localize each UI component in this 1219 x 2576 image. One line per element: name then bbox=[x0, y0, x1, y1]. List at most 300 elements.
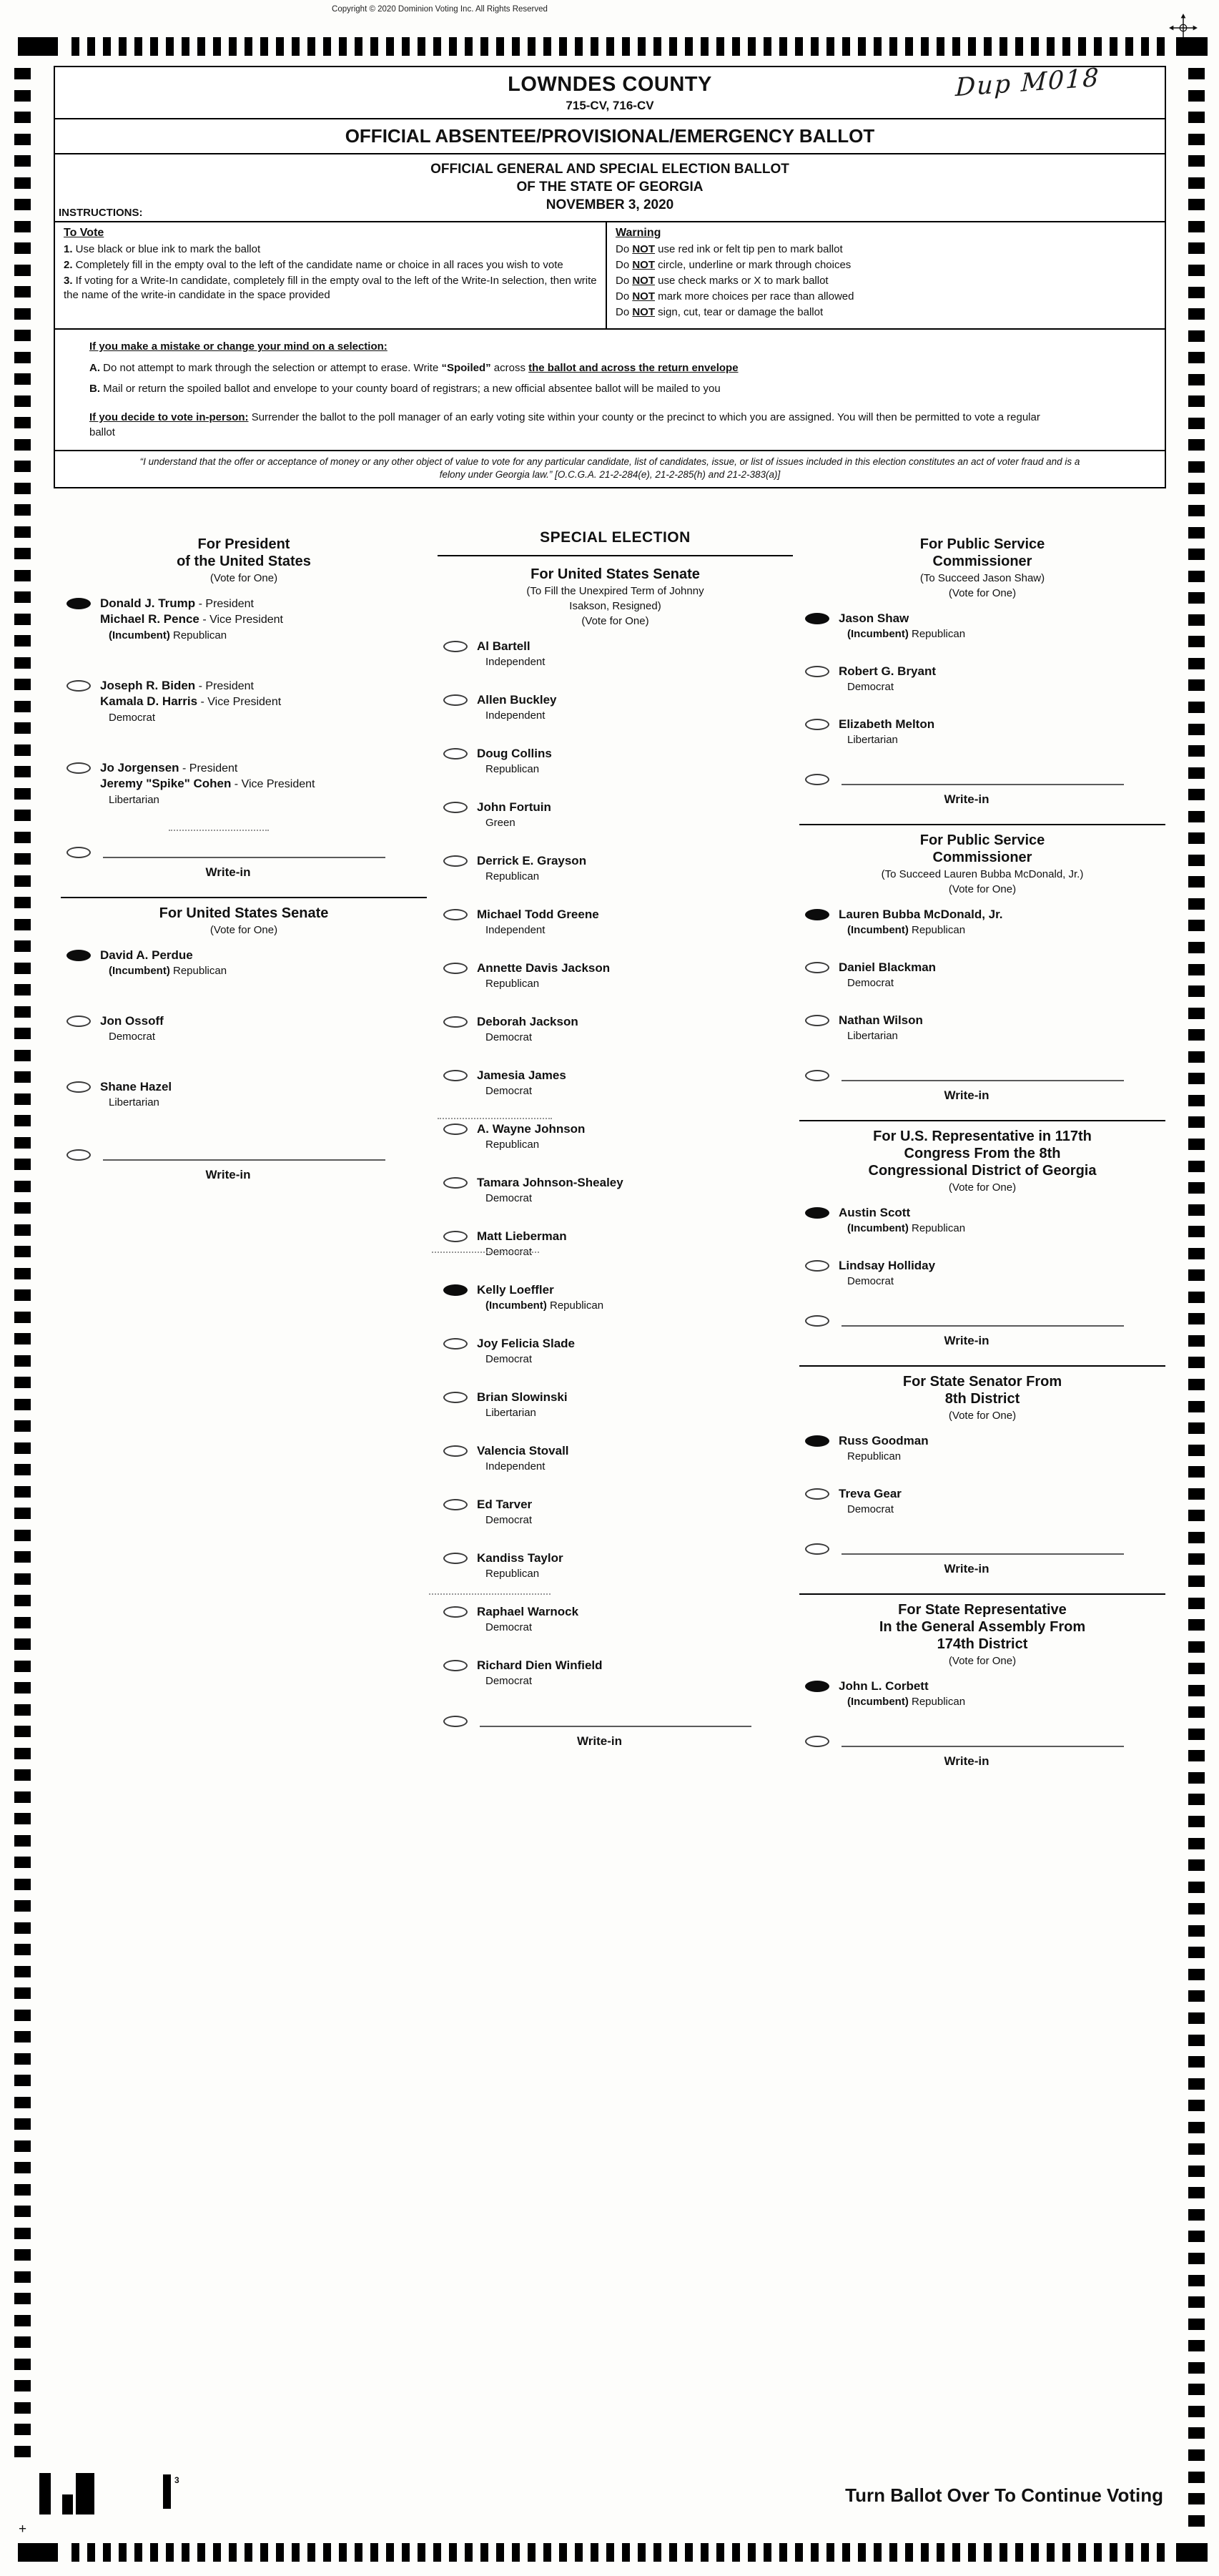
write-in-row bbox=[799, 1731, 1165, 1747]
candidate-text bbox=[839, 664, 1165, 694]
candidate-name: Donald J. Trump - President bbox=[100, 596, 254, 610]
candidate-text bbox=[477, 1443, 793, 1473]
vote-for-label: (Vote for One) bbox=[948, 1410, 1017, 1422]
candidate-entry bbox=[438, 1175, 793, 1205]
candidate-party: Independent bbox=[485, 1460, 546, 1473]
contest-title: For State Senator From bbox=[902, 1374, 1062, 1390]
vote-for-label: (Vote for One) bbox=[209, 572, 278, 584]
candidate-text bbox=[477, 1229, 793, 1259]
to-vote-instruction: 3. If voting for a Write-In candidate, completely fill in the empty oval to the left of the Write-In selection, then write the name of the write-in candidate in the space provided bbox=[64, 275, 597, 301]
candidate-entry bbox=[799, 1258, 1165, 1288]
candidate-party: Democrat bbox=[847, 1503, 894, 1515]
candidate-name: Lindsay Holliday bbox=[839, 1259, 936, 1272]
candidate-party: Democrat bbox=[485, 1192, 533, 1204]
candidate-party: Independent bbox=[485, 709, 546, 722]
write-in-entry bbox=[61, 1145, 427, 1182]
candidate-text bbox=[100, 596, 427, 642]
selection-oval bbox=[443, 909, 468, 920]
candidate-party: Libertarian bbox=[847, 1030, 898, 1042]
candidate-entry bbox=[799, 1433, 1165, 1463]
candidate-entry bbox=[438, 1068, 793, 1098]
vote-for-label: (Vote for One) bbox=[948, 1181, 1017, 1194]
selection-oval bbox=[805, 666, 829, 677]
to-vote-section bbox=[55, 222, 607, 328]
barcode-bar bbox=[62, 2494, 73, 2514]
candidate-entry bbox=[799, 611, 1165, 641]
ballot-codes: 715-CV, 716-CV bbox=[566, 99, 654, 112]
contest-title: For United States Senate bbox=[159, 905, 329, 921]
candidate-name: Valencia Stovall bbox=[477, 1444, 569, 1457]
contest-title: 174th District bbox=[937, 1636, 1028, 1652]
write-in-label: Write-in bbox=[577, 1734, 622, 1748]
candidate-party: Libertarian bbox=[109, 1096, 159, 1108]
candidate-entry bbox=[61, 948, 427, 978]
write-in-row bbox=[799, 770, 1165, 785]
election-date: NOVEMBER 3, 2020 bbox=[546, 197, 674, 212]
candidate-party: Democrat bbox=[485, 1031, 533, 1043]
candidate-text bbox=[839, 611, 1165, 641]
selection-oval bbox=[443, 748, 468, 759]
contest-subtitle: (To Fill the Unexpired Term of Johnny bbox=[526, 585, 704, 597]
write-in-entry bbox=[799, 1731, 1165, 1769]
write-in-label: Write-in bbox=[205, 1168, 251, 1181]
candidate-name: Kandiss Taylor bbox=[477, 1551, 563, 1565]
candidate-party: Democrat bbox=[485, 1353, 533, 1365]
contest-title: Commissioner bbox=[932, 554, 1032, 569]
candidate-party: Libertarian bbox=[109, 794, 159, 806]
write-in-row bbox=[61, 1145, 427, 1161]
candidate-text bbox=[477, 1175, 793, 1205]
candidate-name: Joseph R. Biden - President bbox=[100, 679, 254, 692]
ballot-type-title: OFFICIAL ABSENTEE/PROVISIONAL/EMERGENCY BALLOT bbox=[55, 119, 1165, 154]
candidate-name: Lauren Bubba McDonald, Jr. bbox=[839, 908, 1003, 921]
candidate-text bbox=[477, 1068, 793, 1098]
fine-print: “I understand that the offer or acceptance of money or any other object of value to vote for any particular candidate, list of candidates, issue, or list of issues included in this election constitutes an act of voter fraud and is a felony under Georgia law.” [O.C.G.A. 21-2-284(e), 21-2-285(h) and 21-2-383(a)] bbox=[55, 450, 1165, 487]
stub-number: 3 bbox=[174, 2475, 179, 2485]
warning-list bbox=[616, 242, 1156, 320]
candidate-party: Democrat bbox=[485, 1621, 533, 1633]
candidate-entry bbox=[438, 1604, 793, 1634]
selection-oval bbox=[443, 1338, 468, 1350]
timing-marks-bottom bbox=[0, 2543, 1219, 2562]
candidate-entry bbox=[799, 1013, 1165, 1043]
candidate-party: Democrat bbox=[485, 1085, 533, 1097]
candidate-entry bbox=[799, 664, 1165, 694]
candidate-party: (Incumbent) Republican bbox=[847, 1696, 966, 1708]
selection-oval bbox=[66, 847, 91, 858]
candidate-party: Green bbox=[485, 817, 515, 829]
candidate-party: Republican bbox=[485, 1568, 540, 1580]
selection-oval bbox=[443, 1177, 468, 1189]
contest-section bbox=[799, 1120, 1165, 1348]
write-in-line bbox=[480, 1711, 751, 1727]
candidate-party: Democrat bbox=[485, 1514, 533, 1526]
write-in-line bbox=[842, 1311, 1124, 1327]
election-title-line2: OF THE STATE OF GEORGIA bbox=[516, 180, 704, 195]
write-in-line bbox=[842, 1539, 1124, 1555]
contest-title: of the United States bbox=[177, 554, 311, 569]
candidate-name: Daniel Blackman bbox=[839, 960, 937, 974]
candidate-text bbox=[477, 1336, 793, 1366]
write-in-row bbox=[799, 1311, 1165, 1327]
candidate-entry bbox=[61, 596, 427, 642]
selection-oval bbox=[66, 762, 91, 774]
candidate-party: Libertarian bbox=[847, 734, 898, 746]
candidate-entry bbox=[799, 907, 1165, 937]
candidate-name: David A. Perdue bbox=[100, 948, 193, 962]
candidate-party: (Incumbent) Republican bbox=[847, 1222, 966, 1234]
county-header bbox=[55, 63, 1165, 119]
candidate-entry bbox=[438, 746, 793, 776]
candidate-text bbox=[100, 678, 427, 724]
vote-for-label: (Vote for One) bbox=[948, 883, 1017, 895]
candidate-party: Republican bbox=[847, 1450, 902, 1462]
candidate-text bbox=[477, 1282, 793, 1312]
candidate-name: Kamala D. Harris - Vice President bbox=[100, 694, 282, 708]
registration-crosshair-icon bbox=[1168, 13, 1198, 43]
to-vote-instruction: 1. Use black or blue ink to mark the ballot bbox=[64, 243, 261, 255]
ballot-header bbox=[54, 63, 1166, 222]
selection-oval bbox=[805, 1070, 829, 1081]
candidate-party: Independent bbox=[485, 656, 546, 668]
mistake-lead: If you make a mistake or change your mind on a selection: bbox=[89, 340, 388, 353]
candidate-entry bbox=[438, 639, 793, 669]
selection-oval-filled bbox=[66, 950, 91, 961]
vote-for-label: (Vote for One) bbox=[209, 924, 278, 936]
candidate-party: (Incumbent) Republican bbox=[847, 628, 966, 640]
selection-oval bbox=[805, 1736, 829, 1747]
barcode-bar bbox=[163, 2474, 171, 2509]
candidate-text bbox=[477, 1550, 793, 1580]
candidate-party: Democrat bbox=[847, 977, 894, 989]
write-in-entry bbox=[438, 1711, 793, 1749]
selection-oval bbox=[66, 1081, 91, 1093]
candidate-party: Democrat bbox=[485, 1246, 533, 1258]
instructions-row bbox=[55, 222, 1165, 330]
ballot-column-2 bbox=[438, 529, 793, 1766]
candidate-name: Tamara Johnson-Shealey bbox=[477, 1176, 623, 1189]
candidate-entry bbox=[61, 1079, 427, 1109]
candidate-entry bbox=[438, 1229, 793, 1259]
contest-title: For State Representative bbox=[898, 1602, 1067, 1618]
write-in-entry bbox=[799, 1311, 1165, 1348]
candidate-party: Democrat bbox=[847, 681, 894, 693]
contest-section bbox=[61, 897, 427, 1182]
candidate-text bbox=[839, 1013, 1165, 1043]
candidate-text bbox=[477, 1014, 793, 1044]
candidate-party: Democrat bbox=[109, 712, 156, 724]
warning-instruction: Do NOT mark more choices per race than allowed bbox=[616, 290, 854, 303]
to-vote-heading: To Vote bbox=[64, 227, 104, 239]
candidate-entry bbox=[438, 1014, 793, 1044]
warning-instruction: Do NOT use check marks or X to mark ballot bbox=[616, 275, 829, 287]
election-title-line1: OFFICIAL GENERAL AND SPECIAL ELECTION BALLOT bbox=[430, 162, 789, 177]
candidate-name: Michael R. Pence - Vice President bbox=[100, 612, 283, 626]
selection-oval bbox=[443, 963, 468, 974]
selection-oval-filled bbox=[805, 1435, 829, 1447]
vote-for-label: (Vote for One) bbox=[948, 587, 1017, 599]
candidate-text bbox=[477, 1604, 793, 1634]
scan-artifact bbox=[169, 830, 269, 831]
candidate-entry bbox=[799, 1486, 1165, 1516]
candidate-entry bbox=[438, 1497, 793, 1527]
selection-oval bbox=[805, 1260, 829, 1272]
contest-section bbox=[61, 529, 427, 880]
candidate-text bbox=[839, 907, 1165, 937]
write-in-entry bbox=[799, 1066, 1165, 1103]
scan-artifact bbox=[432, 1252, 539, 1253]
candidate-name: Allen Buckley bbox=[477, 693, 557, 707]
candidate-text bbox=[477, 853, 793, 883]
write-in-row bbox=[61, 842, 427, 858]
selection-oval bbox=[805, 1543, 829, 1555]
candidate-party: Democrat bbox=[109, 1031, 156, 1043]
candidate-name: Joy Felicia Slade bbox=[477, 1337, 576, 1350]
selection-oval bbox=[805, 962, 829, 973]
contest-subtitle: (To Succeed Lauren Bubba McDonald, Jr.) bbox=[881, 868, 1084, 880]
candidate-name: Al Bartell bbox=[477, 639, 530, 653]
turn-ballot-over-text: Turn Ballot Over To Continue Voting bbox=[845, 2484, 1163, 2506]
candidate-name: Derrick E. Grayson bbox=[477, 854, 587, 867]
contest-title: For United States Senate bbox=[530, 566, 700, 582]
ballot-column-3 bbox=[799, 529, 1165, 1786]
scan-artifact bbox=[438, 1118, 552, 1119]
candidate-party: Republican bbox=[485, 1139, 540, 1151]
write-in-row bbox=[799, 1066, 1165, 1081]
candidate-entry bbox=[799, 960, 1165, 990]
candidate-text bbox=[100, 1013, 427, 1043]
candidate-entry bbox=[438, 1390, 793, 1420]
corner-plus-mark: + bbox=[19, 2522, 27, 2537]
warning-section bbox=[607, 222, 1165, 328]
candidate-name: Richard Dien Winfield bbox=[477, 1658, 603, 1672]
in-person-section: If you decide to vote in-person: Surrender the ballot to the poll manager of an early voting site within your county or the precinct to which you are assigned. You will then be permitted to vote a regular ballot bbox=[89, 411, 1040, 438]
candidate-party: (Incumbent) Republican bbox=[485, 1299, 604, 1312]
selection-oval bbox=[443, 1124, 468, 1135]
write-in-entry bbox=[799, 1539, 1165, 1576]
write-in-line bbox=[103, 842, 385, 858]
contest-section bbox=[799, 1593, 1165, 1769]
selection-oval bbox=[66, 1149, 91, 1161]
candidate-name: Raphael Warnock bbox=[477, 1605, 579, 1618]
candidate-text bbox=[477, 907, 793, 937]
selection-oval bbox=[66, 1016, 91, 1027]
selection-oval bbox=[443, 855, 468, 867]
barcode-bar bbox=[39, 2473, 51, 2514]
candidate-text bbox=[477, 800, 793, 830]
candidate-name: Annette Davis Jackson bbox=[477, 961, 611, 975]
selection-oval bbox=[443, 1445, 468, 1457]
selection-oval-filled bbox=[805, 613, 829, 624]
write-in-line bbox=[103, 1145, 385, 1161]
selection-oval bbox=[443, 1231, 468, 1242]
candidate-name: Brian Slowinski bbox=[477, 1390, 568, 1404]
candidate-text bbox=[100, 948, 427, 978]
candidate-text bbox=[477, 960, 793, 990]
contest-section bbox=[438, 559, 793, 1749]
candidate-party: Democrat bbox=[847, 1275, 894, 1287]
candidate-entry bbox=[438, 800, 793, 830]
candidate-name: Deborah Jackson bbox=[477, 1015, 578, 1028]
candidate-name: Doug Collins bbox=[477, 747, 552, 760]
candidate-name: Russ Goodman bbox=[839, 1434, 929, 1447]
candidate-name: Jeremy "Spike" Cohen - Vice President bbox=[100, 777, 315, 790]
selection-oval bbox=[443, 802, 468, 813]
candidate-party: Republican bbox=[485, 978, 540, 990]
selection-oval-filled bbox=[805, 909, 829, 920]
candidate-name: Jo Jorgensen - President bbox=[100, 761, 238, 775]
selection-oval bbox=[443, 1499, 468, 1510]
candidate-entry bbox=[438, 1121, 793, 1151]
candidate-name: Jon Ossoff bbox=[100, 1014, 164, 1028]
write-in-entry bbox=[61, 842, 427, 880]
candidate-text bbox=[839, 1258, 1165, 1288]
contest-title: Commissioner bbox=[932, 850, 1032, 865]
write-in-label: Write-in bbox=[944, 1562, 989, 1575]
selection-oval bbox=[443, 1553, 468, 1564]
candidate-entry bbox=[438, 1443, 793, 1473]
candidate-entry bbox=[61, 1013, 427, 1043]
election-title bbox=[55, 154, 1165, 221]
candidate-text bbox=[839, 1486, 1165, 1516]
contest-title: For President bbox=[197, 536, 290, 552]
candidate-text bbox=[477, 746, 793, 776]
county-name: LOWNDES COUNTY bbox=[508, 73, 712, 96]
candidate-name: John Fortuin bbox=[477, 800, 551, 814]
warning-instruction: Do NOT sign, cut, tear or damage the ballot bbox=[616, 306, 824, 318]
candidate-entry bbox=[799, 717, 1165, 747]
write-in-label: Write-in bbox=[205, 865, 251, 879]
instructions-box bbox=[54, 221, 1166, 488]
candidate-text bbox=[477, 639, 793, 669]
contest-title: For U.S. Representative in 117th bbox=[873, 1129, 1092, 1144]
copyright-line: Copyright © 2020 Dominion Voting Inc. All Rights Reserved bbox=[332, 5, 548, 14]
candidate-text bbox=[477, 692, 793, 722]
candidate-entry bbox=[438, 692, 793, 722]
candidate-party: Libertarian bbox=[485, 1407, 536, 1419]
selection-oval bbox=[805, 1488, 829, 1500]
candidate-entry bbox=[438, 1658, 793, 1688]
contest-title: 8th District bbox=[944, 1391, 1020, 1407]
candidate-name: Jason Shaw bbox=[839, 611, 909, 625]
candidate-name: A. Wayne Johnson bbox=[477, 1122, 586, 1136]
candidate-name: Kelly Loeffler bbox=[477, 1283, 554, 1297]
mistake-section bbox=[55, 330, 1165, 404]
handwritten-annotation: Dup M018 bbox=[954, 63, 1101, 103]
candidate-entry bbox=[61, 760, 427, 807]
candidate-name: Jamesia James bbox=[477, 1068, 566, 1082]
candidate-text bbox=[839, 717, 1165, 747]
contest-title: For Public Service bbox=[919, 536, 1045, 552]
write-in-line bbox=[842, 1731, 1124, 1747]
candidate-entry bbox=[438, 907, 793, 937]
candidate-entry bbox=[799, 1205, 1165, 1235]
candidate-name: John L. Corbett bbox=[839, 1679, 929, 1693]
candidate-text bbox=[477, 1390, 793, 1420]
vote-for-label: (Vote for One) bbox=[581, 615, 649, 627]
candidate-entry bbox=[438, 1336, 793, 1366]
to-vote-instruction: 2. Completely fill in the empty oval to the left of the candidate name or choice in all races you wish to vote bbox=[64, 259, 563, 271]
barcode-bar bbox=[76, 2473, 94, 2514]
warning-instruction: Do NOT circle, underline or mark through choices bbox=[616, 259, 852, 271]
candidate-entry bbox=[61, 678, 427, 724]
write-in-label: Write-in bbox=[944, 792, 989, 806]
selection-oval bbox=[805, 1315, 829, 1327]
candidate-party: Republican bbox=[485, 763, 540, 775]
scan-artifact bbox=[429, 1593, 551, 1595]
selection-oval-filled bbox=[805, 1207, 829, 1219]
contest-title: Congress From the 8th bbox=[904, 1146, 1061, 1161]
selection-oval bbox=[443, 641, 468, 652]
contest-subtitle: (To Succeed Jason Shaw) bbox=[919, 572, 1045, 584]
selection-oval-filled bbox=[443, 1284, 468, 1296]
selection-oval-filled bbox=[66, 598, 91, 609]
candidate-text bbox=[477, 1497, 793, 1527]
write-in-label: Write-in bbox=[944, 1088, 989, 1102]
candidate-text bbox=[839, 960, 1165, 990]
selection-oval bbox=[805, 1015, 829, 1026]
selection-oval bbox=[443, 1016, 468, 1028]
candidate-party: (Incumbent) Republican bbox=[847, 924, 966, 936]
candidate-party: Republican bbox=[485, 870, 540, 883]
write-in-line bbox=[842, 1066, 1124, 1081]
timing-marks-top bbox=[0, 37, 1219, 56]
candidate-party: Independent bbox=[485, 924, 546, 936]
candidate-party: (Incumbent) Republican bbox=[109, 629, 227, 641]
candidate-name: Matt Lieberman bbox=[477, 1229, 567, 1243]
write-in-row bbox=[799, 1539, 1165, 1555]
candidate-entry bbox=[438, 1282, 793, 1312]
candidate-text bbox=[839, 1205, 1165, 1235]
candidate-entry bbox=[438, 853, 793, 883]
candidate-entry bbox=[799, 1678, 1165, 1709]
ballot-column-1 bbox=[61, 529, 427, 1199]
candidate-party: Democrat bbox=[485, 1675, 533, 1687]
selection-oval bbox=[805, 719, 829, 730]
candidate-text bbox=[100, 760, 427, 807]
contest-section bbox=[799, 529, 1165, 807]
instructions-label: INSTRUCTIONS: bbox=[59, 207, 143, 219]
candidate-party: (Incumbent) Republican bbox=[109, 965, 227, 977]
selection-oval bbox=[443, 694, 468, 706]
candidate-name: Treva Gear bbox=[839, 1487, 902, 1500]
selection-oval bbox=[443, 1606, 468, 1618]
write-in-label: Write-in bbox=[944, 1754, 989, 1768]
write-in-row bbox=[438, 1711, 793, 1727]
contest-section bbox=[799, 1365, 1165, 1576]
selection-oval bbox=[443, 1392, 468, 1403]
mistake-item: A. Do not attempt to mark through the selection or attempt to erase. Write “Spoiled” across the ballot and across the return envelope bbox=[89, 362, 739, 374]
contest-title: For Public Service bbox=[919, 832, 1045, 848]
write-in-entry bbox=[799, 770, 1165, 807]
write-in-line bbox=[842, 770, 1124, 785]
candidate-text bbox=[100, 1079, 427, 1109]
selection-oval bbox=[66, 680, 91, 692]
candidate-entry bbox=[438, 960, 793, 990]
mistake-item: B. Mail or return the spoiled ballot and envelope to your county board of registrars; a new official absentee ballot will be mailed to you bbox=[89, 383, 721, 395]
selection-oval bbox=[443, 1716, 468, 1727]
candidate-entry bbox=[438, 1550, 793, 1580]
warning-heading: Warning bbox=[616, 227, 661, 239]
candidate-name: Elizabeth Melton bbox=[839, 717, 935, 731]
selection-oval-filled bbox=[805, 1681, 829, 1692]
contest-title: In the General Assembly From bbox=[879, 1619, 1086, 1635]
candidate-text bbox=[477, 1121, 793, 1151]
candidate-name: Shane Hazel bbox=[100, 1080, 172, 1093]
write-in-label: Write-in bbox=[944, 1334, 989, 1347]
contest-title: Congressional District of Georgia bbox=[868, 1163, 1097, 1179]
candidate-name: Robert G. Bryant bbox=[839, 664, 937, 678]
